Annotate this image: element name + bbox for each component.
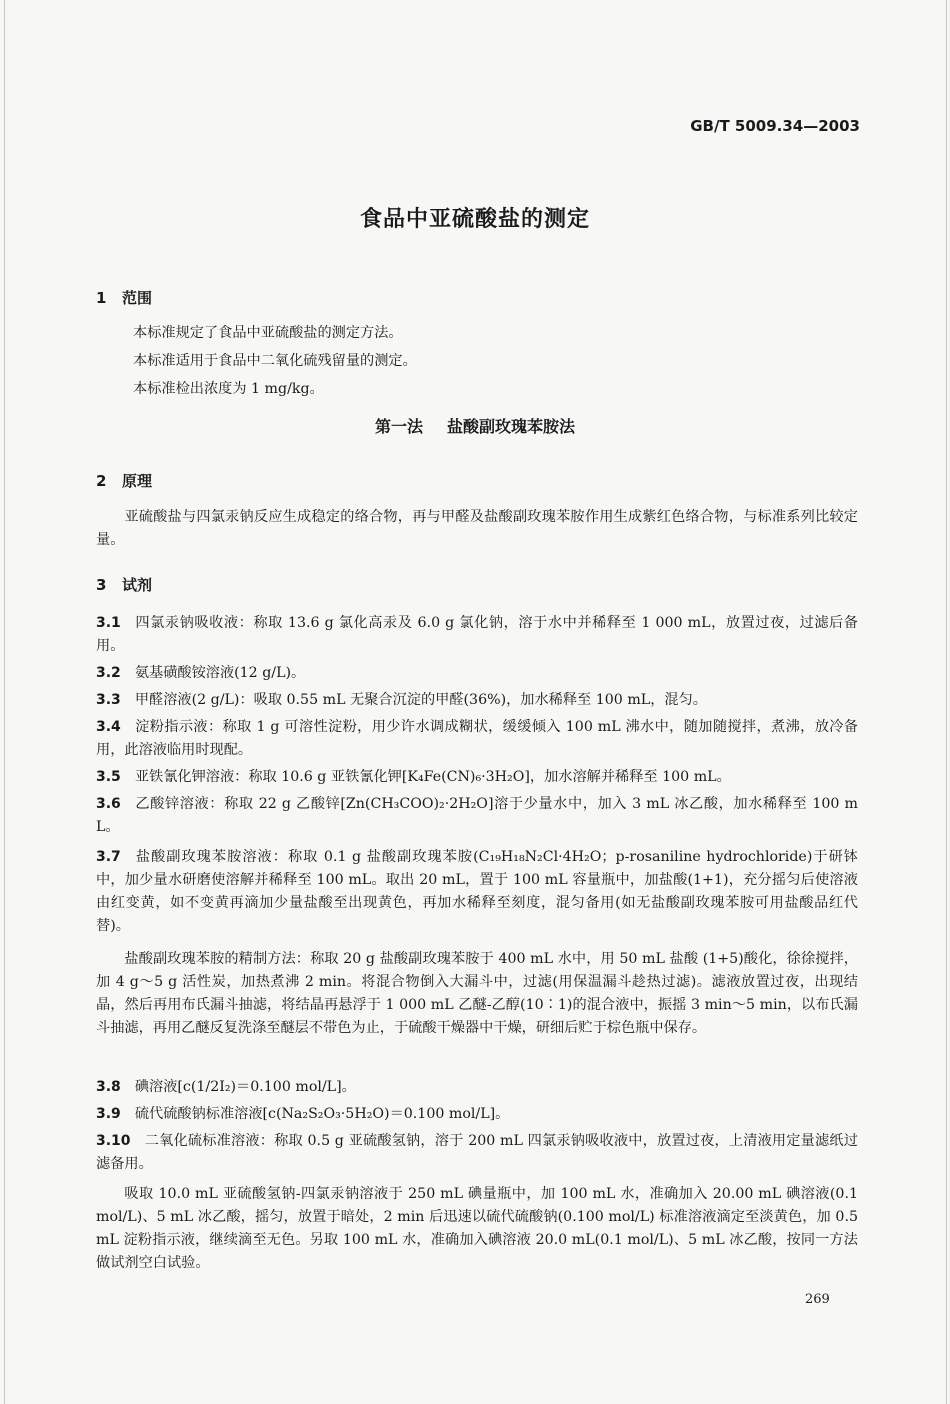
clause-3-4 — [96, 716, 858, 762]
method-name: 盐酸副玫瑰苯胺法 — [447, 417, 576, 436]
clause-number: 3.6 — [96, 796, 121, 812]
clause-3-7 — [96, 846, 858, 938]
purification-paragraph: 盐酸副玫瑰苯胺的精制方法：称取 20 g 盐酸副玫瑰苯胺于 400 mL 水中，用 50 mL 盐酸 (1+5)酸化，徐徐搅拌，加 4 g～5 g 活性炭，加热煮沸 2 min。将混合物倒入大漏斗中，过滤(用保温漏斗趁热过滤)。滤液放置过夜，出现结晶，然后再用布氏漏斗抽滤，将结晶再悬浮于 1 000 mL 乙醚-乙醇(10∶1)的混合液中，振摇 3 min～5 min，以布氏漏斗抽滤，再用乙醚反复洗涤至醚层不带色为止，于硫酸干燥器中干燥，研细后贮于棕色瓶中保存。 — [96, 951, 858, 1036]
section-title: 原理 — [122, 472, 153, 490]
clause-3-5 — [96, 766, 858, 789]
clause-number: 3.2 — [96, 665, 121, 681]
clause-number: 3.5 — [96, 769, 121, 785]
scope-line-3: 本标准检出浓度为 1 mg/kg。 — [133, 381, 324, 397]
clause-text: 亚铁氰化钾溶液：称取 10.6 g 亚铁氰化钾[K₄Fe(CN)₆·3H₂O]，加水溶解并稀释至 100 mL。 — [134, 769, 731, 785]
clause-3-9 — [96, 1103, 858, 1126]
clause-3-6 — [96, 793, 858, 839]
section-title: 范围 — [122, 289, 153, 307]
clause-text: 乙酸锌溶液：称取 22 g 乙酸锌[Zn(CH₃COO)₂·2H₂O]溶于少量水中，加入 3 mL 冰乙酸，加水稀释至 100 mL。 — [96, 796, 858, 835]
clause-number: 3.8 — [96, 1079, 121, 1095]
clause-text: 二氧化硫标准溶液：称取 0.5 g 亚硫酸氢钠，溶于 200 mL 四氯汞钠吸收液中，放置过夜，上清液用定量滤纸过滤备用。 — [96, 1133, 858, 1172]
section-number: 3 — [96, 576, 107, 594]
clause-3-2 — [96, 662, 858, 685]
clause-text: 盐酸副玫瑰苯胺溶液：称取 0.1 g 盐酸副玫瑰苯胺(C₁₉H₁₈N₂Cl·4H₂O；p-rosaniline hydrochloride)于研钵中，加少量水研磨使溶解并稀释至 100 mL。取出 20 mL，置于 100 mL 容量瓶中，加盐酸(1+1)，充分摇匀后使溶液由红变黄，如不变黄再滴加少量盐酸至出现黄色，再加水稀释至刻度，混匀备用(如无盐酸副玫瑰苯胺可用盐酸品红代替)。 — [96, 849, 858, 934]
calibration-paragraph: 吸取 10.0 mL 亚硫酸氢钠-四氯汞钠溶液于 250 mL 碘量瓶中，加 100 mL 水，准确加入 20.00 mL 碘溶液(0.1 mol/L)、5 mL 冰乙酸，摇匀，放置于暗处，2 min 后迅速以硫代硫酸钠(0.100 mol/L) 标准溶液滴定至淡黄色，加 0.5 mL 淀粉指示液，继续滴至无色。另取 100 mL 水，准确加入碘溶液 20.0 mL(0.1 mol/L)、5 mL 冰乙酸，按同一方法做试剂空白试验。 — [96, 1186, 858, 1271]
section-number: 1 — [96, 289, 107, 307]
clause-3-3 — [96, 689, 858, 712]
clause-text: 氨基磺酸铵溶液(12 g/L)。 — [134, 665, 306, 681]
document-title: 食品中亚硫酸盐的测定 — [359, 207, 590, 232]
clause-number: 3.10 — [96, 1133, 131, 1149]
clause-3-1 — [96, 612, 858, 658]
clause-number: 3.4 — [96, 719, 121, 735]
clause-number: 3.3 — [96, 692, 121, 708]
scope-line-1: 本标准规定了食品中亚硫酸盐的测定方法。 — [133, 325, 403, 341]
scope-line-2: 本标准适用于食品中二氧化硫残留量的测定。 — [133, 353, 417, 369]
section-2-heading — [96, 470, 152, 491]
principle-paragraph: 亚硫酸盐与四氯汞钠反应生成稳定的络合物，再与甲醛及盐酸副玫瑰苯胺作用生成紫红色络合物，与标准系列比较定量。 — [96, 509, 858, 548]
clause-number: 3.9 — [96, 1106, 121, 1122]
clause-text: 碘溶液[c(1/2I₂)＝0.100 mol/L]。 — [134, 1079, 356, 1095]
clause-number: 3.1 — [96, 615, 121, 631]
clause-text: 硫代硫酸钠标准溶液[c(Na₂S₂O₃·5H₂O)＝0.100 mol/L]。 — [134, 1106, 510, 1122]
clause-text: 淀粉指示液：称取 1 g 可溶性淀粉，用少许水调成糊状，缓缓倾入 100 mL 沸水中，随加随搅拌，煮沸，放冷备用，此溶液临用时现配。 — [96, 719, 858, 758]
section-title: 试剂 — [122, 576, 153, 594]
section-3-heading — [96, 574, 152, 595]
clause-number: 3.7 — [96, 849, 121, 865]
method-label: 第一法 — [374, 417, 423, 436]
section-1-heading — [96, 287, 152, 308]
standard-code: GB/T 5009.34—2003 — [690, 117, 860, 135]
clause-3-8 — [96, 1076, 858, 1099]
clause-text: 四氯汞钠吸收液：称取 13.6 g 氯化高汞及 6.0 g 氯化钠，溶于水中并稀释至 1 000 mL，放置过夜，过滤后备用。 — [96, 615, 858, 654]
clause-3-10 — [96, 1130, 858, 1176]
method-heading — [0, 414, 950, 437]
section-number: 2 — [96, 472, 107, 490]
page-number: 269 — [805, 1292, 830, 1307]
clause-text: 甲醛溶液(2 g/L)：吸取 0.55 mL 无聚合沉淀的甲醛(36%)，加水稀释至 100 mL，混匀。 — [134, 692, 707, 708]
